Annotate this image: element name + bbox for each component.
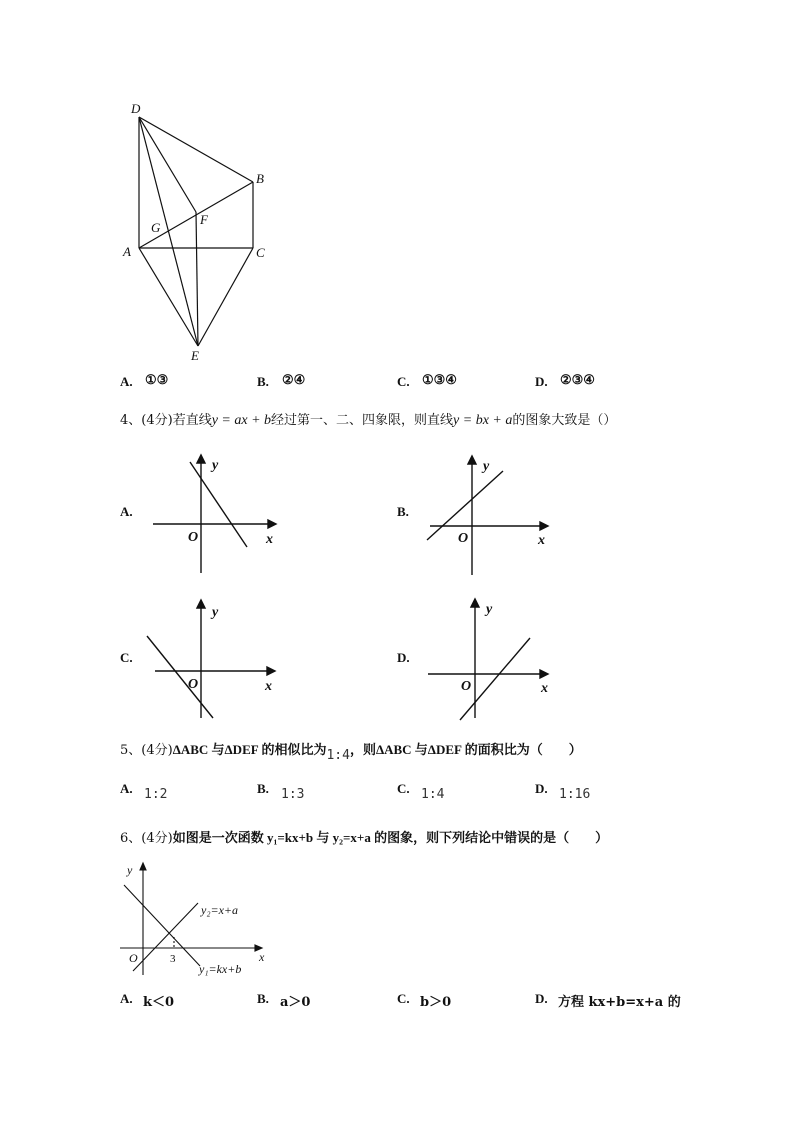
- q4b-y-label: y: [483, 459, 490, 474]
- q5-option-a-letter[interactable]: A.: [120, 781, 133, 796]
- q4-text-b: 经过第一、二、四象限，则直线: [271, 413, 454, 428]
- q3-option-b-letter[interactable]: B.: [257, 374, 269, 389]
- q6-option-c-text: b＞0: [420, 995, 452, 1010]
- q3-option-c-letter[interactable]: C.: [397, 374, 410, 389]
- q6-option-a-letter[interactable]: A.: [120, 991, 133, 1006]
- q6-option-d-text: 方程 kx+b=x+a 的: [558, 995, 681, 1010]
- q5-option-c-text: 1:4: [421, 787, 445, 802]
- q6-number: 6、(4分): [120, 831, 173, 846]
- q4d-x-label: x: [541, 681, 548, 696]
- q5-text-b: ，则ΔABC 与ΔDEF 的面积比为（ ）: [349, 742, 582, 757]
- q4-expr1: y = ax + b: [211, 413, 272, 428]
- q6-graph: [115, 855, 275, 985]
- q5-number: 5、(4分): [120, 743, 173, 758]
- q5-ratio: 1:4: [326, 748, 350, 763]
- q4c-x-label: x: [265, 679, 272, 694]
- q5-option-d-text: 1:16: [559, 787, 591, 802]
- q3-option-b-text: ②④: [282, 373, 306, 388]
- q4-graph-a: [145, 445, 285, 580]
- q6-line1-label: y₁=kx+b: [199, 962, 242, 976]
- point-label-a: A: [123, 244, 131, 259]
- point-label-f: F: [200, 212, 208, 227]
- q6-option-b-text: a＞0: [280, 995, 311, 1010]
- q4-expr2: y = bx + a: [453, 413, 513, 428]
- q4b-origin-label: O: [458, 531, 469, 546]
- q4-graph-b: [420, 445, 560, 580]
- q5-option-b-text: 1:3: [281, 787, 305, 802]
- q6-option-a-text: k＜0: [143, 995, 175, 1010]
- geometry-figure: [110, 95, 290, 370]
- q4-graph-d: [420, 590, 560, 725]
- q5-option-d-letter[interactable]: D.: [535, 781, 548, 796]
- q5-option-a-text: 1:2: [144, 787, 168, 802]
- q4d-origin-label: O: [461, 679, 472, 694]
- q3-option-d-text: ②③④: [560, 373, 595, 388]
- q6-option-c-letter[interactable]: C.: [397, 991, 410, 1006]
- point-label-b: B: [256, 171, 264, 186]
- q5-stem: [120, 739, 582, 763]
- q5-option-b-letter[interactable]: B.: [257, 781, 269, 796]
- q6-line2-label: y₂=x+a: [201, 903, 239, 917]
- q4b-x-label: x: [538, 533, 545, 548]
- q4-text-c: 的图象大致是（）: [512, 413, 617, 428]
- q6-text: 如图是一次函数 y₁=kx+b 与 y₂=x+a 的图象，则下列结论中错误的是（ ）: [172, 830, 609, 845]
- point-label-c: C: [256, 245, 265, 260]
- q6-option-d-letter[interactable]: D.: [535, 991, 548, 1006]
- q6-option-b-letter[interactable]: B.: [257, 991, 269, 1006]
- q6-x-label: x: [259, 950, 265, 964]
- q4c-y-label: y: [212, 605, 219, 620]
- q6-tick-label: 3: [170, 953, 176, 965]
- q4c-origin-label: O: [188, 677, 199, 692]
- q4-stem: [120, 409, 616, 429]
- q4a-x-label: x: [266, 532, 273, 547]
- q3-option-d-letter[interactable]: D.: [535, 374, 548, 389]
- point-label-d: D: [131, 101, 141, 116]
- q4-text-a: 若直线: [172, 413, 212, 428]
- q6-origin-label: O: [129, 951, 138, 965]
- q4a-origin-label: O: [188, 530, 199, 545]
- q4-option-c-letter[interactable]: C.: [120, 650, 133, 665]
- q3-option-a-letter[interactable]: A.: [120, 374, 133, 389]
- q4a-y-label: y: [212, 458, 219, 473]
- q4-option-d-letter[interactable]: D.: [397, 650, 410, 665]
- q4-option-b-letter[interactable]: B.: [397, 504, 409, 519]
- q3-option-c-text: ①③④: [422, 373, 457, 388]
- q4-number: 4、(4分): [120, 413, 173, 428]
- q5-option-c-letter[interactable]: C.: [397, 781, 410, 796]
- q3-option-a-text: ①③: [145, 373, 169, 388]
- point-label-e: E: [191, 348, 199, 363]
- q4-option-a-letter[interactable]: A.: [120, 504, 133, 519]
- q4-graph-c: [140, 590, 290, 725]
- q4d-y-label: y: [486, 602, 493, 617]
- q6-stem: [120, 827, 608, 846]
- point-label-g: G: [151, 220, 161, 235]
- q6-y-label: y: [127, 863, 133, 877]
- q5-text-a: ΔABC 与ΔDEF 的相似比为: [172, 742, 327, 757]
